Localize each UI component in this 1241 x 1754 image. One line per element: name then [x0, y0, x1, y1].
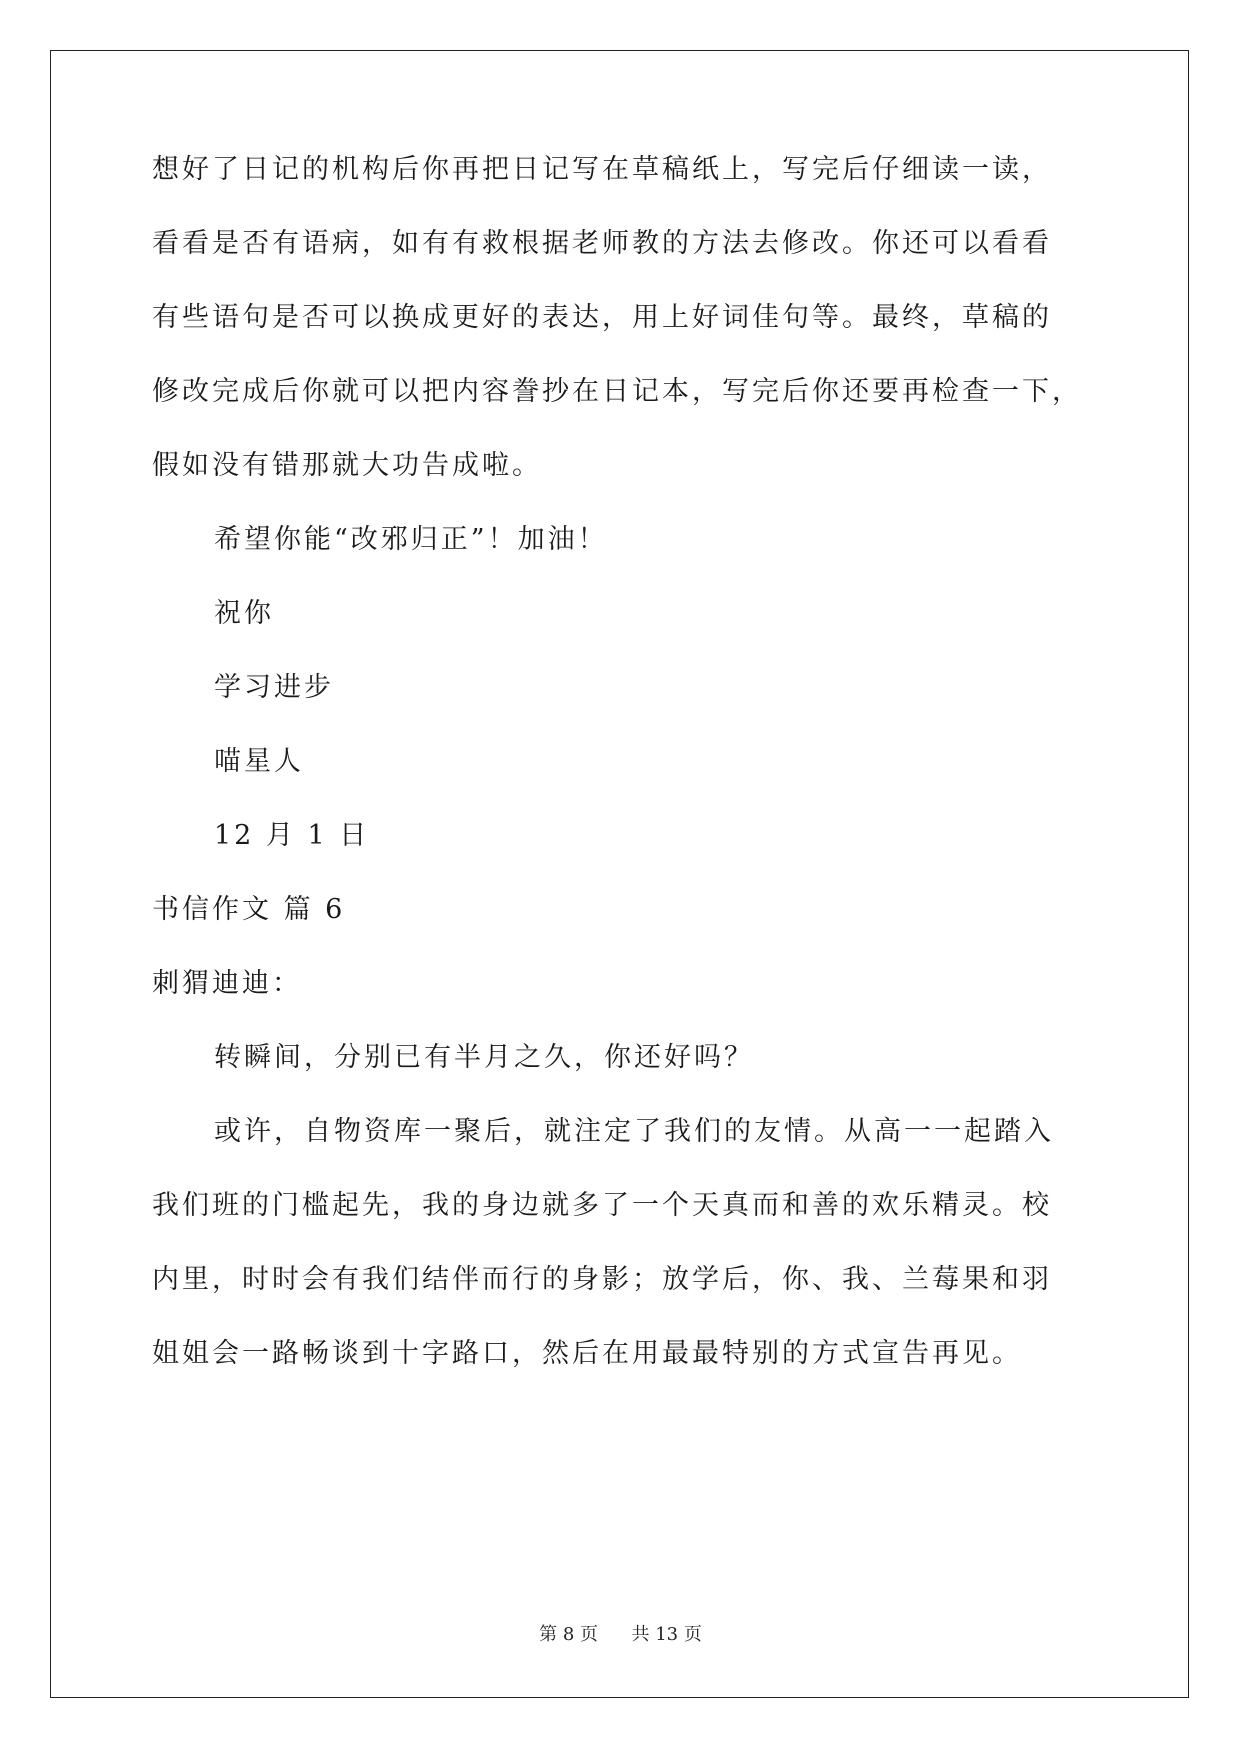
- closing-wish: 希望你能“改邪归正”！加油！: [214, 524, 608, 555]
- body-line-17: 姐姐会一路畅谈到十字路口，然后在用最最特别的方式宣告再见。: [152, 1338, 1022, 1369]
- body-line-13: 转瞬间，分别已有半月之久，你还好吗？: [214, 1042, 754, 1073]
- body-line-4: 修改完成后你就可以把内容誊抄在日记本，写完后你还要再检查一下，: [152, 376, 1082, 407]
- body-line-3: 有些语句是否可以换成更好的表达，用上好词佳句等。最终，草稿的: [152, 302, 1052, 333]
- page-footer: [0, 1620, 1241, 1646]
- salutation-zhuni: 祝你: [214, 598, 274, 629]
- body-line-5: 假如没有错那就大功告成啦。: [152, 450, 542, 481]
- section-heading: 书信作文 篇 6: [152, 894, 346, 925]
- body-line-15: 我们班的门槛起先，我的身边就多了一个天真而和善的欢乐精灵。校: [152, 1190, 1052, 1221]
- page-number: 第 8 页: [539, 1624, 599, 1645]
- body-line-1: 想好了日记的机构后你再把日记写在草稿纸上，写完后仔细读一读，: [152, 154, 1052, 185]
- page-border: [50, 50, 1189, 1698]
- letter-date: 12 月 1 日: [214, 820, 370, 851]
- letter-recipient: 刺猬迪迪：: [152, 968, 302, 999]
- body-line-2: 看看是否有语病，如有有救根据老师教的方法去修改。你还可以看看: [152, 228, 1052, 259]
- signature: 喵星人: [214, 746, 304, 777]
- page-total: 共 13 页: [631, 1624, 702, 1645]
- salutation-wish: 学习进步: [214, 672, 334, 703]
- body-line-14: 或许，自物资库一聚后，就注定了我们的友情。从高一一起踏入: [214, 1116, 1054, 1147]
- body-line-16: 内里，时时会有我们结伴而行的身影；放学后，你、我、兰莓果和羽: [152, 1264, 1052, 1295]
